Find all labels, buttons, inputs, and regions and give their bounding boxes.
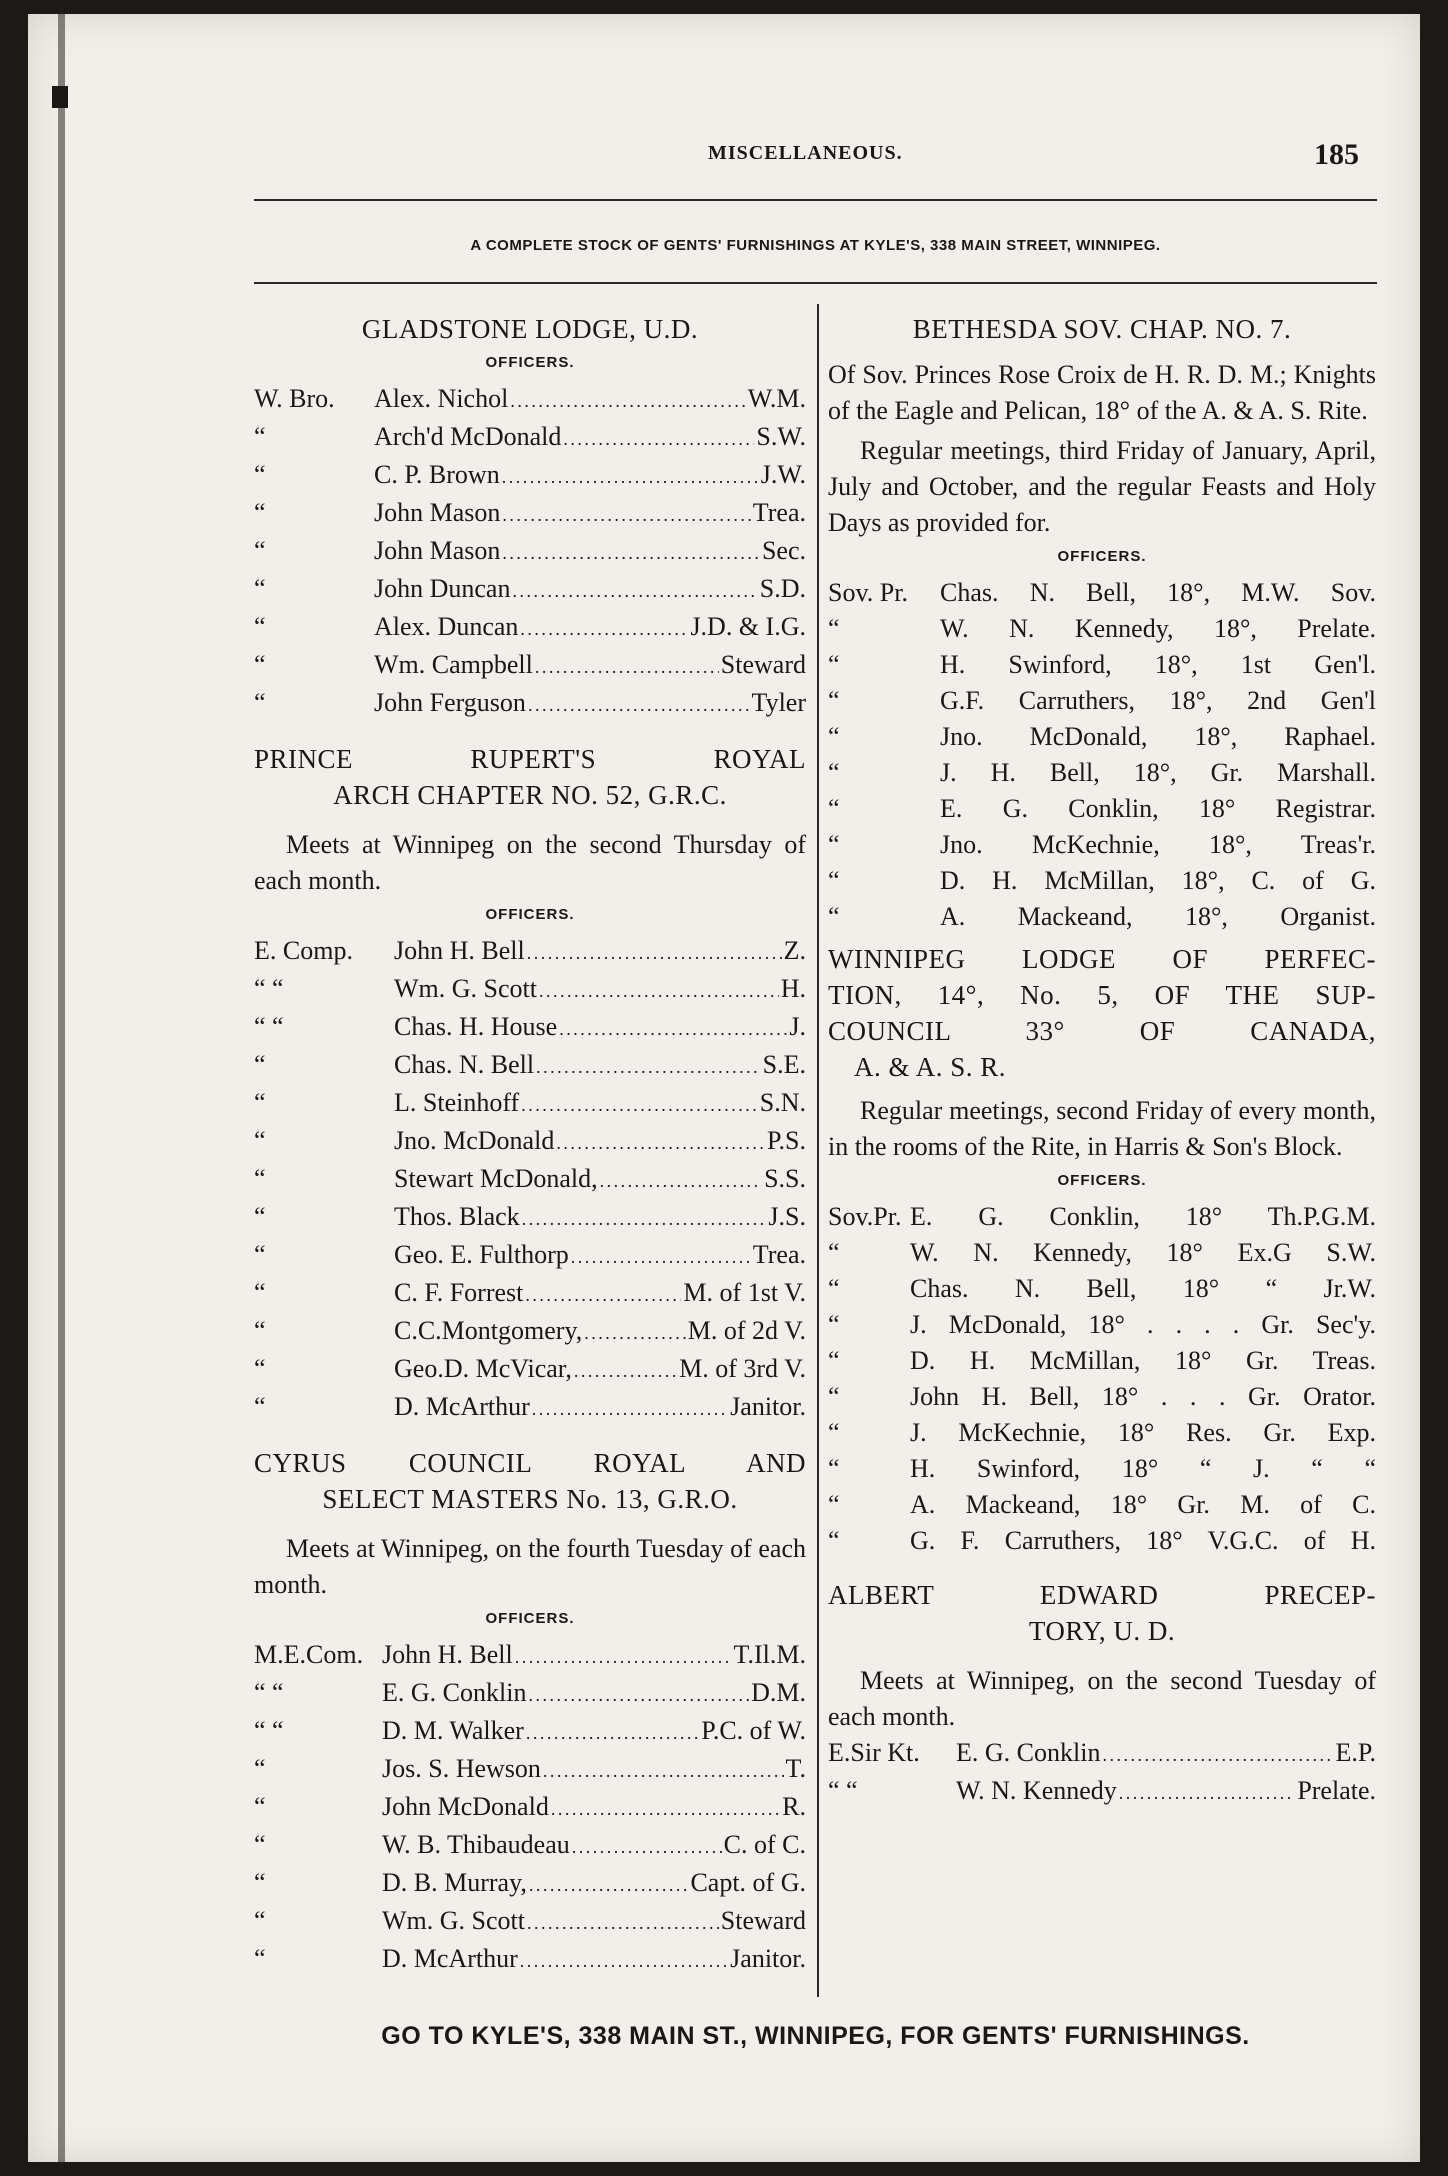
- section-title: WINNIPEG LODGE OF PERFEC-: [828, 944, 1376, 974]
- officer-role: J.S.: [768, 1202, 806, 1231]
- leader-dots: [528, 1675, 749, 1713]
- officer-name: John H. Bell: [394, 936, 525, 965]
- officer-role: J.: [789, 1012, 806, 1041]
- cyrus-council-section: [254, 1445, 806, 1979]
- officer-row: [254, 1237, 806, 1275]
- officer-entry: D. H. McMillan, 18°, C. of G.: [940, 866, 1376, 895]
- officers-label: OFFICERS.: [485, 906, 575, 923]
- officer-prefix: “: [828, 1418, 840, 1447]
- officer-role: W.M.: [747, 384, 806, 413]
- officer-entry: Jno. McDonald, 18°, Raphael.: [940, 722, 1376, 751]
- officer-list: [828, 575, 1376, 935]
- officer-row: [254, 1941, 806, 1979]
- officer-row: [828, 1271, 1376, 1307]
- section-title: PRINCE RUPERT'S ROYAL: [254, 744, 806, 774]
- officer-prefix: “: [254, 1278, 266, 1307]
- officer-entry: G.F. Carruthers, 18°, 2nd Gen'l: [940, 686, 1376, 715]
- binding-mark: [52, 86, 68, 108]
- officer-row: [254, 419, 806, 457]
- leader-dots: [543, 1751, 784, 1789]
- officer-row: [828, 647, 1376, 683]
- officer-entry: G. F. Carruthers, 18° V.G.C. of H.: [910, 1526, 1376, 1555]
- banner-rule: [254, 282, 1377, 284]
- officer-prefix: “: [254, 612, 266, 641]
- lodge-of-perfection-section: [828, 941, 1376, 1559]
- advert-banner: A COMPLETE STOCK OF GENTS' FURNISHINGS AT KYLE'S, 338 MAIN STREET, WINNIPEG.: [470, 237, 1161, 254]
- officer-row: [254, 1199, 806, 1237]
- officer-role: Trea.: [752, 1240, 806, 1269]
- officer-row: [254, 1009, 806, 1047]
- leader-dots: [536, 1047, 761, 1085]
- officer-prefix: “: [828, 686, 840, 715]
- running-title: MISCELLANEOUS.: [708, 142, 903, 164]
- officer-prefix: “: [254, 1240, 266, 1269]
- officer-row: [254, 1047, 806, 1085]
- officer-entry: A. Mackeand, 18°, Organist.: [940, 902, 1376, 931]
- officer-row: [254, 1751, 806, 1789]
- officer-prefix: “ “: [254, 1012, 284, 1041]
- officer-prefix: “: [828, 1238, 840, 1267]
- officer-row: [254, 571, 806, 609]
- officer-role: Z.: [783, 936, 806, 965]
- meeting-info: Meets at Winnipeg, on the second Tuesday of each month.: [828, 1666, 1376, 1731]
- leader-dots: [525, 1275, 681, 1313]
- officer-prefix: “: [828, 1382, 840, 1411]
- officer-name: Chas. H. House: [394, 1012, 558, 1041]
- bethesda-section: [828, 311, 1376, 935]
- officer-name: D. B. Murray,: [382, 1868, 527, 1897]
- officer-entry: A. Mackeand, 18° Gr. M. of C.: [910, 1490, 1376, 1519]
- officer-role: S.D.: [759, 574, 806, 603]
- officer-role: T.Il.M.: [733, 1640, 806, 1669]
- officer-role: S.S.: [764, 1164, 806, 1193]
- meeting-info: Regular meetings, third Friday of January, April, July and October, and the regular Feasts and Holy Days as provided for.: [828, 436, 1376, 537]
- officer-entry: W. N. Kennedy, 18°, Prelate.: [940, 614, 1376, 643]
- officer-row: [254, 1713, 806, 1751]
- leader-dots: [574, 1351, 677, 1389]
- officer-list: [254, 381, 806, 723]
- section-title: GLADSTONE LODGE, U.D.: [361, 314, 699, 344]
- officer-name: Geo.D. McVicar,: [394, 1354, 572, 1383]
- leader-dots: [571, 1237, 751, 1275]
- officer-prefix: “: [254, 460, 266, 489]
- officer-prefix: “ “: [828, 1776, 858, 1805]
- officer-prefix: W. Bro.: [254, 384, 335, 413]
- officer-row: [828, 791, 1376, 827]
- officer-row: [828, 611, 1376, 647]
- officer-name: John Duncan: [374, 574, 511, 603]
- officer-row: [254, 1161, 806, 1199]
- officer-entry: J. McDonald, 18° . . . . Gr. Sec'y.: [910, 1310, 1376, 1339]
- gladstone-lodge-section: [254, 311, 806, 723]
- officer-role: J.D. & I.G.: [690, 612, 806, 641]
- officer-row: [828, 1451, 1376, 1487]
- leader-dots: [551, 1789, 780, 1827]
- officer-prefix: “: [254, 1316, 266, 1345]
- officer-entry: J. McKechnie, 18° Res. Gr. Exp.: [910, 1418, 1376, 1447]
- officer-prefix: E. Comp.: [254, 936, 353, 965]
- officer-prefix: E.Sir Kt.: [828, 1738, 920, 1767]
- officer-prefix: Sov.Pr.: [828, 1202, 902, 1231]
- leader-dots: [1119, 1773, 1296, 1811]
- meeting-info: Regular meetings, second Friday of every month, in the rooms of the Rite, in Harris & Son's Block.: [828, 1096, 1376, 1161]
- leader-dots: [528, 685, 750, 723]
- officer-role: S.E.: [762, 1050, 806, 1079]
- officer-row: [828, 1523, 1376, 1559]
- officer-entry: W. N. Kennedy, 18° Ex.G S.W.: [910, 1238, 1376, 1267]
- officer-row: [254, 1389, 806, 1427]
- officer-prefix: M.E.Com.: [254, 1640, 364, 1669]
- officer-name: D. McArthur: [382, 1944, 518, 1973]
- leader-dots: [556, 1123, 765, 1161]
- officer-prefix: “: [254, 1792, 266, 1821]
- officer-prefix: “: [254, 1126, 266, 1155]
- officer-prefix: “: [254, 536, 266, 565]
- officer-row: [828, 1235, 1376, 1271]
- column-divider: [817, 304, 819, 1997]
- officer-prefix: “: [254, 1830, 266, 1859]
- officer-row: [254, 1275, 806, 1313]
- officer-prefix: “: [828, 1346, 840, 1375]
- officer-role: R.: [782, 1792, 806, 1821]
- officer-prefix: “: [254, 1354, 266, 1383]
- officer-entry: John H. Bell, 18° . . . Gr. Orator.: [910, 1382, 1376, 1411]
- officer-row: [254, 1675, 806, 1713]
- leader-dots: [502, 495, 750, 533]
- officers-label: OFFICERS.: [1057, 1172, 1147, 1189]
- officer-row: [254, 1827, 806, 1865]
- officer-prefix: “: [254, 1050, 266, 1079]
- officer-name: C. F. Forrest: [394, 1278, 524, 1307]
- page-number: 185: [1314, 138, 1359, 171]
- officer-prefix: “: [254, 498, 266, 527]
- officer-prefix: “: [254, 650, 266, 679]
- albert-edward-section: [828, 1577, 1376, 1811]
- officer-row: [254, 457, 806, 495]
- officer-list: [828, 1735, 1376, 1811]
- officer-name: E. G. Conklin: [382, 1678, 527, 1707]
- officer-role: Sec.: [761, 536, 806, 565]
- officer-role: Janitor.: [730, 1944, 806, 1973]
- officer-role: Prelate.: [1297, 1776, 1376, 1805]
- section-title: CYRUS COUNCIL ROYAL AND: [254, 1448, 806, 1478]
- officer-prefix: “ “: [254, 1678, 284, 1707]
- officers-label: OFFICERS.: [485, 354, 575, 371]
- officer-prefix: “: [828, 830, 840, 859]
- officer-role: M. of 1st V.: [683, 1278, 806, 1307]
- officer-name: Chas. N. Bell: [394, 1050, 535, 1079]
- officer-row: [254, 533, 806, 571]
- officer-entry: Chas. N. Bell, 18°, M.W. Sov.: [940, 578, 1376, 607]
- leader-dots: [584, 1313, 686, 1351]
- leader-dots: [559, 1009, 787, 1047]
- section-title-line-4: A. & A. S. R.: [854, 1052, 1007, 1082]
- officer-name: Wm. G. Scott: [394, 974, 537, 1003]
- officer-row: [254, 1085, 806, 1123]
- leader-dots: [535, 647, 719, 685]
- section-title-line-2: ARCH CHAPTER NO. 52, G.R.C.: [333, 780, 727, 810]
- officer-name: E. G. Conklin: [956, 1738, 1101, 1767]
- leader-dots: [510, 381, 745, 419]
- officer-role: C. of C.: [723, 1830, 806, 1859]
- officer-prefix: Sov. Pr.: [828, 578, 908, 607]
- officer-prefix: “: [254, 574, 266, 603]
- leader-dots: [600, 1161, 762, 1199]
- officer-row: [254, 647, 806, 685]
- officer-entry: E. G. Conklin, 18° Registrar.: [940, 794, 1376, 823]
- officer-role: E.P.: [1335, 1738, 1376, 1767]
- officer-prefix: “: [828, 758, 840, 787]
- officer-prefix: “: [254, 1392, 266, 1421]
- leader-dots: [527, 933, 782, 971]
- officer-entry: E. G. Conklin, 18° Th.P.G.M.: [910, 1202, 1376, 1231]
- officer-role: H.: [780, 974, 806, 1003]
- leader-dots: [521, 1085, 758, 1123]
- officer-name: Arch'd McDonald: [374, 422, 562, 451]
- officer-name: W. B. Thibaudeau: [382, 1830, 570, 1859]
- officer-entry: J. H. Bell, 18°, Gr. Marshall.: [940, 758, 1376, 787]
- officer-row: [254, 971, 806, 1009]
- officer-list: [828, 1199, 1376, 1559]
- officer-role: P.C. of W.: [701, 1716, 806, 1745]
- leader-dots: [532, 1389, 728, 1427]
- leader-dots: [515, 1637, 732, 1675]
- officer-role: Steward: [720, 650, 806, 679]
- officer-row: [254, 609, 806, 647]
- officer-role: P.S.: [766, 1126, 806, 1155]
- top-rule: [254, 199, 1377, 201]
- page: [28, 14, 1420, 2162]
- officer-name: John McDonald: [382, 1792, 549, 1821]
- officer-row: [254, 1313, 806, 1351]
- officers-label: OFFICERS.: [485, 1610, 575, 1627]
- officer-name: C. P. Brown: [374, 460, 500, 489]
- officer-row: [828, 863, 1376, 899]
- officer-row: [254, 1123, 806, 1161]
- officer-name: C.C.Montgomery,: [394, 1316, 583, 1345]
- officer-prefix: “: [254, 1754, 266, 1783]
- leader-dots: [563, 419, 754, 457]
- section-title-line-2: TORY, U. D.: [1028, 1616, 1176, 1646]
- officer-row: [254, 933, 806, 971]
- officer-prefix: “: [828, 1310, 840, 1339]
- officer-prefix: “ “: [254, 1716, 284, 1745]
- officer-row: [828, 755, 1376, 791]
- officer-prefix: “: [828, 722, 840, 751]
- officer-role: T.: [785, 1754, 806, 1783]
- leader-dots: [512, 571, 757, 609]
- binding-edge: [58, 14, 65, 2162]
- officer-prefix: “: [828, 794, 840, 823]
- officer-entry: Jno. McKechnie, 18°, Treas'r.: [940, 830, 1376, 859]
- leader-dots: [502, 533, 760, 571]
- section-title-line-2: SELECT MASTERS No. 13, G.R.O.: [322, 1484, 738, 1514]
- officer-name: Alex. Nichol: [374, 384, 509, 413]
- section-title: ALBERT EDWARD PRECEP-: [828, 1580, 1376, 1610]
- officer-role: S.W.: [756, 422, 806, 451]
- officer-entry: D. H. McMillan, 18° Gr. Treas.: [910, 1346, 1376, 1375]
- officer-role: M. of 3rd V.: [679, 1354, 806, 1383]
- officer-row: [828, 1415, 1376, 1451]
- officer-prefix: “: [828, 866, 840, 895]
- officer-role: M. of 2d V.: [687, 1316, 806, 1345]
- officer-row: [828, 1487, 1376, 1523]
- officer-prefix: “: [254, 422, 266, 451]
- officer-prefix: “: [254, 1944, 266, 1973]
- leader-dots: [1102, 1735, 1333, 1773]
- officer-row: [254, 1789, 806, 1827]
- officer-name: Wm. G. Scott: [382, 1906, 525, 1935]
- officer-entry: H. Swinford, 18° “ J. “ “: [910, 1454, 1376, 1483]
- officer-prefix: “: [254, 688, 266, 717]
- officer-row: [828, 1307, 1376, 1343]
- officer-prefix: “: [828, 1274, 840, 1303]
- officer-row: [828, 827, 1376, 863]
- officer-row: [828, 1343, 1376, 1379]
- officer-role: Trea.: [752, 498, 806, 527]
- officer-row: [828, 1735, 1376, 1773]
- officer-row: [828, 1379, 1376, 1415]
- officer-prefix: “: [828, 1454, 840, 1483]
- officer-entry: Chas. N. Bell, 18° “ Jr.W.: [910, 1274, 1376, 1303]
- officer-row: [828, 899, 1376, 935]
- officer-row: [254, 1865, 806, 1903]
- section-title: BETHESDA SOV. CHAP. NO. 7.: [912, 314, 1292, 344]
- officer-row: [828, 575, 1376, 611]
- officer-name: D. M. Walker: [382, 1716, 524, 1745]
- officer-role: Capt. of G.: [690, 1868, 806, 1897]
- officer-name: Stewart McDonald,: [394, 1164, 598, 1193]
- prince-ruperts-section: [254, 741, 806, 1427]
- officer-row: [828, 1773, 1376, 1811]
- officer-role: J.W.: [760, 460, 806, 489]
- officer-name: Jos. S. Hewson: [382, 1754, 541, 1783]
- officer-prefix: “: [254, 1202, 266, 1231]
- leader-dots: [520, 1941, 728, 1979]
- officer-name: John Mason: [374, 536, 501, 565]
- officer-prefix: “: [828, 614, 840, 643]
- leader-dots: [522, 1199, 767, 1237]
- officer-list: [254, 933, 806, 1427]
- officer-prefix: “: [254, 1906, 266, 1935]
- officer-name: D. McArthur: [394, 1392, 530, 1421]
- officer-prefix: “: [254, 1088, 266, 1117]
- leader-dots: [527, 1903, 719, 1941]
- chapter-description: Of Sov. Princes Rose Croix de H. R. D. M.; Knights of the Eagle and Pelican, 18° of the A. & A. S. Rite.: [828, 360, 1376, 425]
- officer-prefix: “: [828, 902, 840, 931]
- leader-dots: [539, 971, 779, 1009]
- officer-prefix: “: [254, 1164, 266, 1193]
- meeting-info: Meets at Winnipeg, on the fourth Tuesday of each month.: [254, 1534, 806, 1599]
- officer-role: Tyler: [751, 688, 806, 717]
- officer-name: Jno. McDonald: [394, 1126, 555, 1155]
- officer-row: [254, 685, 806, 723]
- officer-list: [254, 1637, 806, 1979]
- left-column: [254, 311, 806, 1979]
- leader-dots: [520, 609, 688, 647]
- officer-row: [828, 1199, 1376, 1235]
- leader-dots: [572, 1827, 722, 1865]
- leader-dots: [526, 1713, 699, 1751]
- leader-dots: [529, 1865, 689, 1903]
- officer-row: [254, 495, 806, 533]
- officer-name: Alex. Duncan: [374, 612, 519, 641]
- officer-name: L. Steinhoff: [394, 1088, 520, 1117]
- officer-prefix: “: [828, 650, 840, 679]
- officer-row: [254, 1351, 806, 1389]
- officer-role: Janitor.: [730, 1392, 806, 1421]
- section-title-line-2: TION, 14°, No. 5, OF THE SUP-: [828, 980, 1376, 1010]
- meeting-info: Meets at Winnipeg on the second Thursday of each month.: [254, 830, 806, 895]
- officer-role: Steward: [720, 1906, 806, 1935]
- officers-label: OFFICERS.: [1057, 548, 1147, 565]
- officer-entry: H. Swinford, 18°, 1st Gen'l.: [940, 650, 1376, 679]
- officer-name: Geo. E. Fulthorp: [394, 1240, 569, 1269]
- officer-name: Wm. Campbell: [374, 650, 533, 679]
- officer-name: W. N. Kennedy: [956, 1776, 1117, 1805]
- officer-name: John Mason: [374, 498, 501, 527]
- officer-prefix: “: [828, 1526, 840, 1555]
- officer-name: John Ferguson: [374, 688, 526, 717]
- officer-prefix: “ “: [254, 974, 284, 1003]
- officer-name: Thos. Black: [394, 1202, 520, 1231]
- section-title-line-3: COUNCIL 33° OF CANADA,: [828, 1016, 1376, 1046]
- officer-row: [254, 1903, 806, 1941]
- officer-name: John H. Bell: [382, 1640, 513, 1669]
- leader-dots: [502, 457, 759, 495]
- officer-row: [828, 719, 1376, 755]
- officer-row: [254, 381, 806, 419]
- officer-prefix: “: [828, 1490, 840, 1519]
- officer-row: [254, 1637, 806, 1675]
- officer-row: [828, 683, 1376, 719]
- officer-prefix: “: [254, 1868, 266, 1897]
- right-column: [828, 311, 1376, 1811]
- officer-role: S.N.: [759, 1088, 806, 1117]
- footer-advert: GO TO KYLE'S, 338 MAIN ST., WINNIPEG, FOR GENTS' FURNISHINGS.: [381, 2022, 1250, 2050]
- officer-role: D.M.: [751, 1678, 806, 1707]
